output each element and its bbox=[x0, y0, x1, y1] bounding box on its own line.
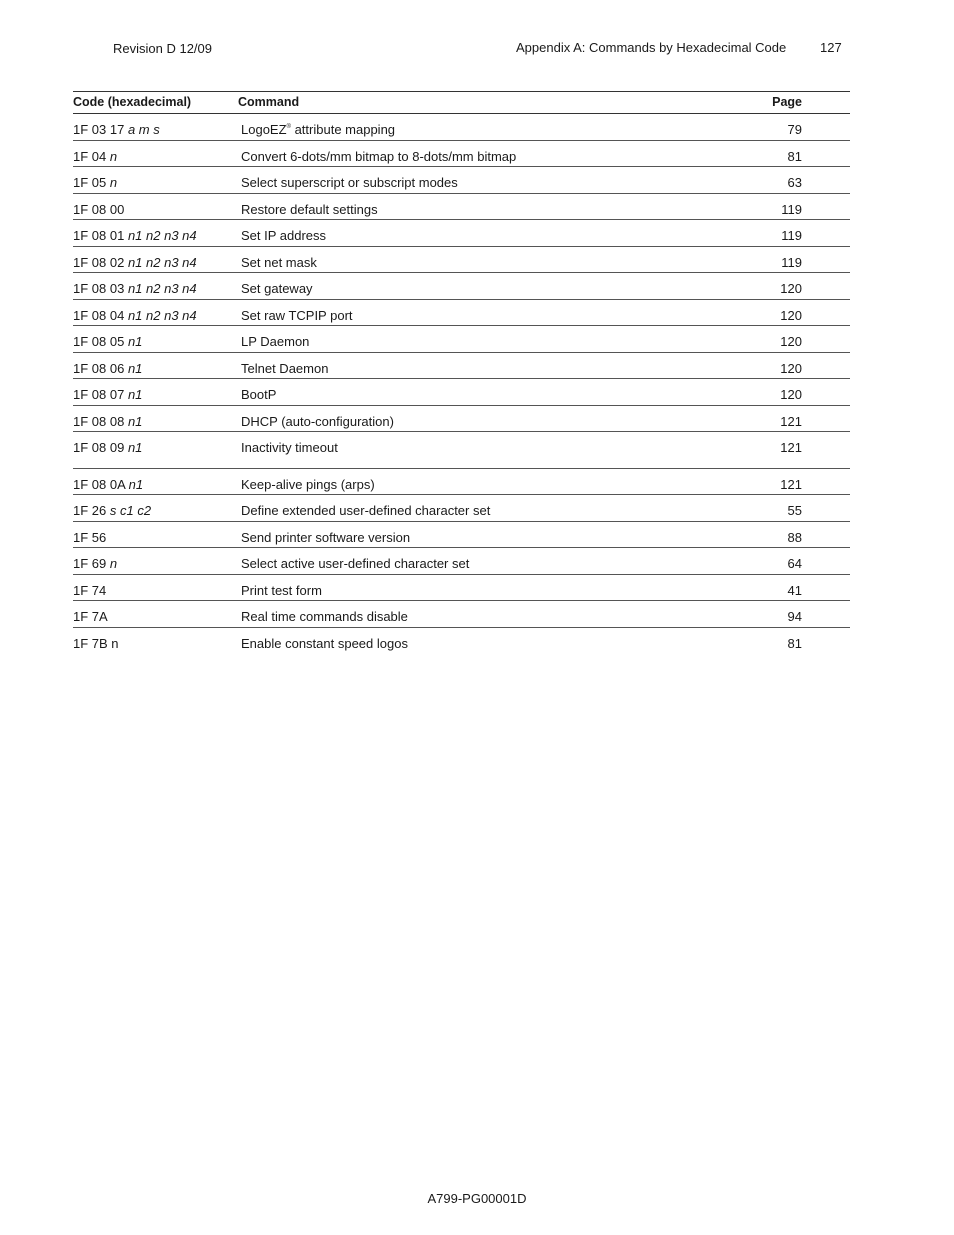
table-row bbox=[73, 247, 850, 274]
code-cell bbox=[73, 255, 197, 270]
command-text: Select superscript or subscript modes bbox=[241, 175, 458, 190]
table-row bbox=[73, 220, 850, 247]
table-row bbox=[73, 353, 850, 380]
command-cell bbox=[241, 556, 469, 571]
code-value: 1F 74 bbox=[73, 582, 107, 598]
table-row bbox=[73, 194, 850, 221]
code-arguments: n1 bbox=[127, 413, 143, 429]
table-row bbox=[73, 432, 850, 469]
page-number: 127 bbox=[820, 40, 842, 55]
code-value: 1F 08 0A bbox=[73, 476, 126, 492]
code-cell bbox=[73, 175, 117, 190]
command-cell bbox=[241, 387, 276, 402]
code-cell bbox=[73, 281, 197, 296]
code-arguments: n bbox=[109, 175, 118, 190]
page-cell: 119 bbox=[781, 228, 802, 243]
code-value: 1F 04 bbox=[73, 148, 107, 164]
page-cell: 79 bbox=[787, 122, 802, 137]
commands-table bbox=[73, 91, 850, 653]
code-value: 1F 08 05 bbox=[73, 334, 125, 349]
code-arguments: n1 bbox=[128, 476, 144, 492]
command-cell bbox=[241, 609, 408, 624]
command-cell bbox=[241, 334, 309, 349]
page-cell: 81 bbox=[787, 148, 802, 164]
command-cell bbox=[241, 583, 322, 598]
code-cell bbox=[73, 609, 108, 624]
page-cell: 121 bbox=[780, 476, 802, 492]
command-cell bbox=[241, 122, 395, 137]
page-cell: 119 bbox=[781, 201, 802, 217]
code-arguments: n bbox=[109, 148, 118, 164]
command-cell bbox=[241, 361, 328, 376]
page-cell: 121 bbox=[780, 413, 802, 429]
command-text: Telnet Daemon bbox=[241, 360, 329, 376]
code-arguments: n1 bbox=[127, 334, 143, 349]
page-cell: 119 bbox=[781, 254, 802, 270]
command-cell bbox=[241, 414, 394, 429]
column-header-code: Code (hexadecimal) bbox=[73, 95, 192, 109]
command-cell bbox=[241, 255, 317, 270]
table-header bbox=[73, 91, 850, 114]
command-text: Restore default settings bbox=[241, 201, 378, 217]
document-id: A799-PG00001D bbox=[427, 1191, 527, 1206]
code-value: 1F 56 bbox=[73, 529, 107, 545]
command-cell bbox=[241, 202, 378, 217]
command-text: Set raw TCPIP port bbox=[241, 307, 353, 323]
command-text: Print test form bbox=[241, 582, 322, 598]
table-row bbox=[73, 601, 850, 628]
table-row bbox=[73, 167, 850, 194]
command-text: Set net mask bbox=[241, 254, 317, 270]
table-row bbox=[73, 114, 850, 141]
code-value: 1F 26 bbox=[73, 503, 107, 518]
code-cell bbox=[73, 530, 106, 545]
table-row bbox=[73, 575, 850, 602]
registered-mark: ® bbox=[286, 124, 291, 130]
code-value: 1F 08 01 bbox=[73, 228, 125, 243]
command-text: Set IP address bbox=[241, 228, 327, 243]
code-cell bbox=[73, 636, 119, 651]
command-text: Define extended user-defined character set bbox=[241, 503, 491, 518]
command-cell bbox=[241, 228, 326, 243]
code-arguments: n bbox=[109, 556, 118, 571]
table-row bbox=[73, 326, 850, 353]
code-value: 1F 08 07 bbox=[73, 387, 125, 402]
command-cell bbox=[241, 530, 410, 545]
code-arguments: n1 bbox=[127, 360, 143, 376]
section-title: Appendix A: Commands by Hexadecimal Code bbox=[516, 40, 787, 55]
page-cell: 121 bbox=[780, 440, 802, 455]
table-row bbox=[73, 273, 850, 300]
table-body bbox=[73, 114, 850, 653]
command-text: Enable constant speed logos bbox=[241, 635, 408, 651]
code-value: 1F 08 00 bbox=[73, 201, 125, 217]
table-row bbox=[73, 469, 850, 496]
command-cell bbox=[241, 636, 408, 651]
column-header-page: Page bbox=[772, 95, 802, 109]
code-arguments: n1 bbox=[127, 440, 143, 455]
command-cell bbox=[241, 175, 458, 190]
table-row bbox=[73, 406, 850, 433]
command-text: BootP bbox=[241, 387, 277, 402]
page-cell: 120 bbox=[780, 387, 802, 402]
code-cell bbox=[73, 440, 142, 455]
code-arguments: n1 n2 n3 n4 bbox=[127, 228, 197, 243]
command-cell bbox=[241, 440, 338, 455]
table-row bbox=[73, 628, 850, 654]
command-text: LogoEZ bbox=[241, 122, 287, 137]
code-arguments: a m s bbox=[127, 122, 160, 137]
command-text: Convert 6-dots/mm bitmap to 8-dots/mm bitmap bbox=[241, 148, 517, 164]
code-arguments: s c1 c2 bbox=[109, 503, 152, 518]
command-text: Real time commands disable bbox=[241, 609, 408, 624]
code-value: 1F 7B n bbox=[73, 635, 119, 651]
page-cell: 55 bbox=[787, 503, 802, 518]
page-cell: 64 bbox=[787, 556, 802, 571]
code-value: 1F 05 bbox=[73, 175, 107, 190]
command-cell bbox=[241, 477, 375, 492]
code-value: 1F 7A bbox=[73, 609, 108, 624]
page-cell: 120 bbox=[780, 307, 802, 323]
code-cell bbox=[73, 149, 117, 164]
command-cell bbox=[241, 281, 313, 296]
column-header-command: Command bbox=[238, 95, 300, 109]
command-text: LP Daemon bbox=[241, 334, 310, 349]
code-cell bbox=[73, 334, 142, 349]
code-cell bbox=[73, 308, 197, 323]
code-cell bbox=[73, 556, 117, 571]
table-row bbox=[73, 522, 850, 549]
table-row bbox=[73, 495, 850, 522]
page-cell: 63 bbox=[787, 175, 802, 190]
command-text: Keep-alive pings (arps) bbox=[241, 476, 375, 492]
code-cell bbox=[73, 122, 160, 137]
revision-label: Revision D 12/09 bbox=[113, 41, 212, 56]
table-row bbox=[73, 548, 850, 575]
code-value: 1F 08 03 bbox=[73, 281, 125, 296]
code-arguments: n1 n2 n3 n4 bbox=[127, 307, 197, 323]
page-cell: 88 bbox=[787, 529, 802, 545]
command-text: Inactivity timeout bbox=[241, 440, 338, 455]
table-row bbox=[73, 141, 850, 168]
code-cell bbox=[73, 414, 142, 429]
table-row bbox=[73, 379, 850, 406]
code-value: 1F 08 09 bbox=[73, 440, 125, 455]
page-cell: 120 bbox=[780, 281, 802, 296]
code-cell bbox=[73, 387, 142, 402]
code-cell bbox=[73, 503, 151, 518]
command-text: Set gateway bbox=[241, 281, 313, 296]
command-cell bbox=[241, 503, 490, 518]
code-arguments: n1 bbox=[127, 387, 143, 402]
table-row bbox=[73, 300, 850, 327]
code-arguments: n1 n2 n3 n4 bbox=[127, 254, 197, 270]
code-cell bbox=[73, 228, 197, 243]
command-text: DHCP (auto-configuration) bbox=[241, 413, 394, 429]
page-cell: 120 bbox=[780, 334, 802, 349]
code-value: 1F 08 08 bbox=[73, 413, 125, 429]
code-cell bbox=[73, 477, 143, 492]
code-cell bbox=[73, 202, 124, 217]
command-text-rest: attribute mapping bbox=[290, 122, 396, 137]
page-cell: 94 bbox=[787, 609, 802, 624]
command-text: Send printer software version bbox=[241, 529, 411, 545]
page-cell: 41 bbox=[787, 582, 802, 598]
command-cell bbox=[241, 308, 353, 323]
command-text: Select active user-defined character set bbox=[241, 556, 470, 571]
page-cell: 81 bbox=[787, 635, 802, 651]
code-arguments: n1 n2 n3 n4 bbox=[127, 281, 197, 296]
code-cell bbox=[73, 361, 142, 376]
code-value: 1F 08 02 bbox=[73, 254, 125, 270]
code-value: 1F 08 06 bbox=[73, 360, 125, 376]
code-value: 1F 69 bbox=[73, 556, 107, 571]
code-value: 1F 08 04 bbox=[73, 307, 125, 323]
code-value: 1F 03 17 bbox=[73, 122, 125, 137]
code-cell bbox=[73, 583, 106, 598]
page-cell: 120 bbox=[780, 360, 802, 376]
command-cell bbox=[241, 149, 516, 164]
